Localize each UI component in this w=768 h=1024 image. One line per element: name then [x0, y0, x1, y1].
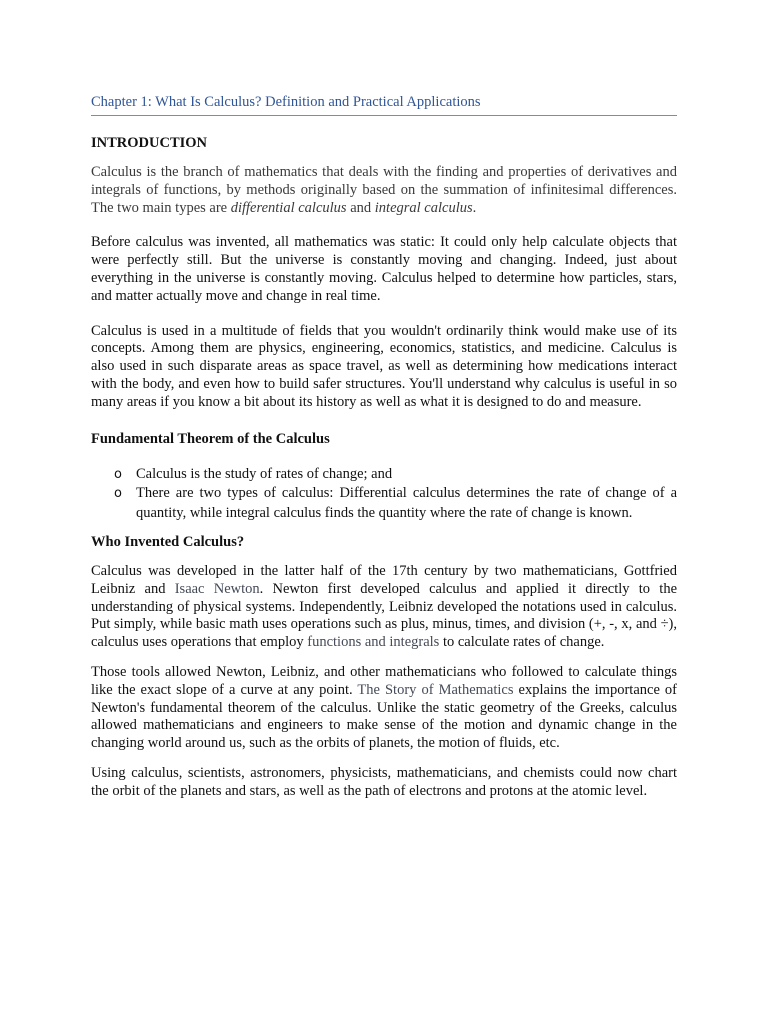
list-item: [114, 465, 677, 485]
functions-and-integrals-link[interactable]: functions and integrals: [307, 634, 440, 651]
document-page: [91, 92, 677, 801]
inventor-paragraph-3: Using calculus, scientists, astronomers, physicists, mathematicians, and chemists could now chart the orbit of the planets and stars, as well as the path of electrons and protons at the atomic level.: [91, 765, 677, 799]
introduction-heading: INTRODUCTION: [91, 135, 208, 151]
inventor-p1-text-a: Calculus was developed in the latter half of the 17th century by two mathematicians, Gottfried Leibniz and: [91, 563, 677, 597]
theorem-list: [91, 465, 677, 524]
inventor-paragraph-2: [91, 664, 677, 753]
intro-p1-text: Calculus is the branch of mathematics that deals with the finding and properties of derivatives and integrals of functions, by methods originally based on the summation of infinitesimal differences. The two main types are: [91, 164, 677, 216]
intro-paragraph-1: [91, 164, 677, 217]
list-item: [114, 484, 677, 523]
isaac-newton-link[interactable]: Isaac Newton: [174, 580, 260, 597]
intro-paragraph-3: Calculus is used in a multitude of fields that you wouldn't ordinarily think would make use of its concepts. Among them are physics, engineering, economics, statistics, and medicine. Calculus is also used in such disparate areas as space travel, as well as determining how medications interact with the body, and even how to build safer structures. You'll understand why calculus is useful in so many areas if you know a bit about its history as well as what it is designed to do and measure.: [91, 322, 677, 410]
integral-calculus-term: integral calculus: [374, 199, 473, 216]
intro-p1-end: .: [472, 199, 477, 216]
intro-p1-and: and: [346, 199, 375, 216]
bullet-marker: o: [114, 466, 122, 482]
inventor-heading: Who Invented Calculus?: [91, 534, 245, 551]
story-of-mathematics-link[interactable]: The Story of Mathematics: [357, 681, 514, 698]
inventor-p1-text-b: . Newton first developed calculus and applied it directly to the understanding of physical systems. Independently, Leibniz developed the notations used in calculus. Put simply, while basic math uses operations such as plus, minus, times, and division (+, -, x, and ÷), calculus uses operations that employ: [91, 580, 678, 651]
inventor-p1-text-c: to calculate rates of change.: [439, 634, 605, 651]
differential-calculus-term: differential calculus: [230, 199, 347, 216]
inventor-paragraph-1: [91, 563, 677, 652]
intro-paragraph-2: Before calculus was invented, all mathematics was static: It could only help calculate objects that were perfectly still. But the universe is constantly moving and changing. Indeed, just about everything in the universe is constantly moving. Calculus helped to determine how particles, stars, and matter actually move and change in real time.: [91, 234, 677, 304]
theorem-heading: Fundamental Theorem of the Calculus: [91, 430, 330, 447]
list-item-text: Calculus is the study of rates of change; and: [136, 465, 393, 482]
list-item-text: There are two types of calculus: Differential calculus determines the rate of change of a quantity, while integral calculus finds the quantity where the rate of change is known.: [136, 485, 677, 521]
chapter-title: Chapter 1: What Is Calculus? Definition and Practical Applications: [91, 92, 677, 116]
bullet-marker: o: [114, 486, 122, 502]
inventor-p2-text-b: explains the importance of Newton's fundamental theorem of the calculus. Unlike the static geometry of the Greeks, calculus allowed mathematicians and engineers to make sense of the motion and dynamic change in the changing world around us, such as the orbits of planets, the motion of fluids, etc.: [91, 681, 678, 752]
inventor-p2-text-a: Those tools allowed Newton, Leibniz, and other mathematicians who followed to calculate things like the exact slope of a curve at any point.: [91, 664, 677, 698]
